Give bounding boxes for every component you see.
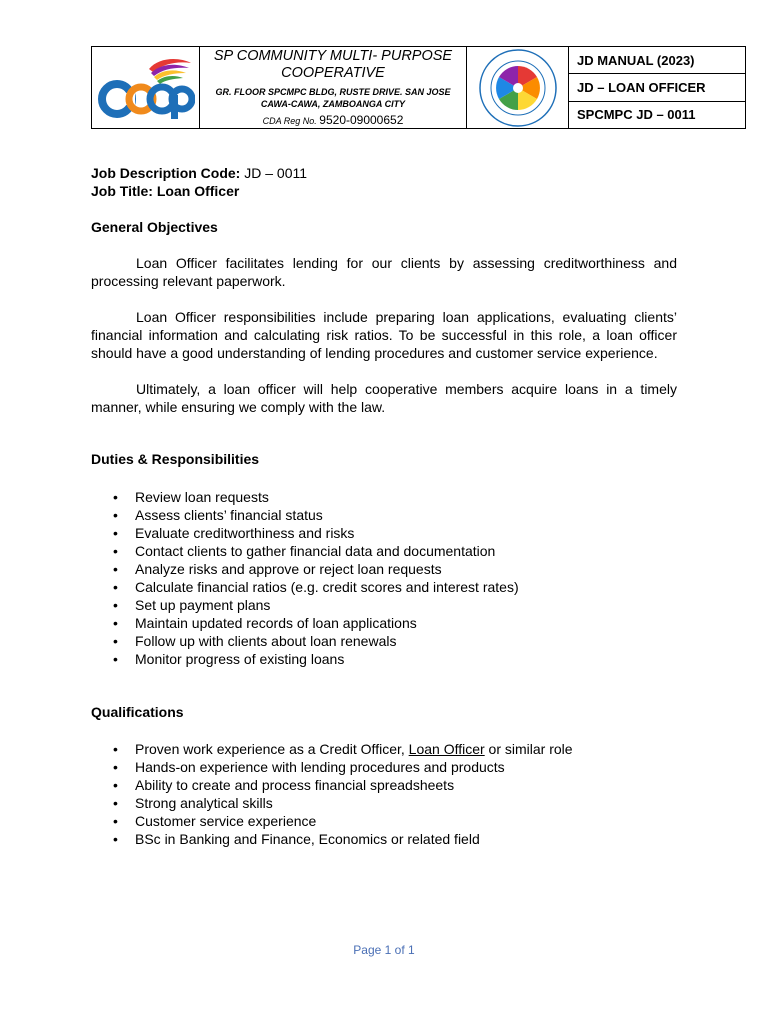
list-item: • BSc in Banking and Finance, Economics or related field: [135, 830, 677, 848]
jd-title-label: JD – LOAN OFFICER: [569, 73, 745, 100]
organization-address: GR. FLOOR SPCMPC BLDG, RUSTE DRIVE. SAN JOSE CAWA-CAWA, ZAMBOANGA CITY: [215, 87, 451, 109]
general-objectives-heading: General Objectives: [91, 219, 218, 235]
job-code-line: [91, 164, 677, 182]
list-item: • Monitor progress of existing loans: [135, 650, 677, 668]
coop-logo: [97, 55, 195, 121]
list-item: • Follow up with clients about loan renewals: [135, 632, 677, 650]
jd-code-label: SPCMPC JD – 0011: [569, 101, 745, 128]
duties-list: [91, 488, 677, 668]
document-header: [91, 46, 746, 129]
qualifications-heading: Qualifications: [91, 704, 184, 720]
qualification-text: Proven work experience as a Credit Officer,: [135, 741, 409, 757]
objective-paragraph: Loan Officer facilitates lending for our clients by assessing creditworthiness and processing relevant paperwork.: [91, 255, 677, 289]
job-code-label: Job Description Code:: [91, 165, 241, 181]
list-item: • Contact clients to gather financial data and documentation: [135, 542, 677, 560]
list-item: • Evaluate creditworthiness and risks: [135, 524, 677, 542]
list-item: • Review loan requests: [135, 488, 677, 506]
coop-logo-cell: [92, 47, 200, 128]
document-body: [91, 164, 677, 848]
registration-label: CDA Reg No.: [262, 116, 317, 126]
job-code-value: JD – 0011: [244, 165, 308, 181]
organization-name: SP COMMUNITY MULTI- PURPOSE COOPERATIVE: [213, 48, 453, 81]
job-title-line: [91, 182, 677, 200]
registration-value: 9520-09000652: [319, 113, 404, 127]
list-item: • Calculate financial ratios (e.g. credit scores and interest rates): [135, 578, 677, 596]
list-item: • Customer service experience: [135, 812, 677, 830]
seal-cell: [467, 47, 569, 128]
document-meta: [569, 47, 745, 128]
cooperative-seal-icon: [476, 48, 560, 128]
page-number: Page 1 of 1: [353, 943, 415, 957]
list-item: • Hands-on experience with lending procedures and products: [135, 758, 677, 776]
objective-paragraph: Loan Officer responsibilities include preparing loan applications, evaluating clients’ financial information and calculating risk ratios. To be successful in this role, a loan officer should have a good understanding of lending procedures and customer service experience.: [91, 309, 677, 361]
list-item: • Analyze risks and approve or reject loan requests: [135, 560, 677, 578]
list-item: • Assess clients’ financial status: [135, 506, 677, 524]
list-item: • Ability to create and process financial spreadsheets: [135, 776, 677, 794]
job-title-label: Job Title:: [91, 183, 153, 199]
qualifications-list: [91, 740, 677, 848]
loan-officer-link[interactable]: Loan Officer: [408, 741, 485, 757]
job-title-value: Loan Officer: [156, 183, 240, 199]
qualification-text: or similar role: [484, 741, 573, 757]
organization-info: [200, 47, 467, 128]
duties-heading: Duties & Responsibilities: [91, 451, 260, 467]
objective-paragraph: Ultimately, a loan officer will help cooperative members acquire loans in a timely manner, while ensuring we comply with the law.: [91, 381, 677, 415]
list-item: • Set up payment plans: [135, 596, 677, 614]
registration-number: [200, 113, 466, 127]
list-item: [135, 740, 677, 758]
list-item: • Maintain updated records of loan applications: [135, 614, 677, 632]
list-item: • Strong analytical skills: [135, 794, 677, 812]
manual-label: JD MANUAL (2023): [577, 52, 695, 68]
